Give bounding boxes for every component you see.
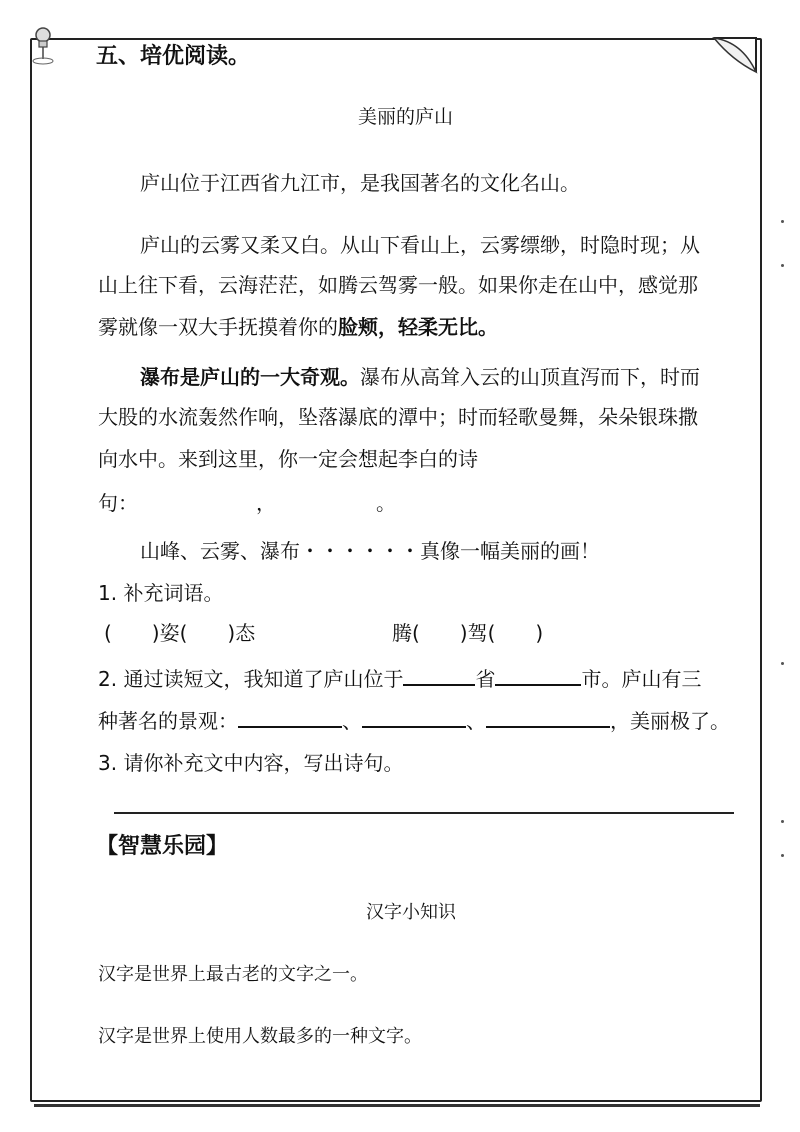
passage-text-bold: 瀑布是庐山的一大奇观。 — [140, 365, 360, 389]
folded-corner-icon — [712, 36, 762, 76]
page-frame — [30, 38, 762, 1102]
scenery-blank-1[interactable] — [238, 706, 342, 728]
wisdom-line-1: 汉字是世界上最古老的文字之一。 — [98, 964, 368, 985]
edge-mark — [781, 264, 784, 267]
question-2-text: 市。庐山有三 — [581, 667, 702, 691]
province-blank[interactable] — [403, 664, 475, 686]
question-1-item-b: 腾( )驾( ) — [392, 621, 544, 645]
passage-paragraph-3-line-2: 大股的水流轰然作响，坠落瀑底的潭中；时而轻歌曼舞，朵朵银珠撒 — [98, 405, 698, 429]
edge-mark — [781, 854, 784, 857]
section-title: 五、培优阅读。 — [96, 44, 251, 69]
wisdom-line-2: 汉字是世界上使用人数最多的一种文字。 — [98, 1026, 422, 1047]
passage-text: 瀑布从高耸入云的山顶直泻而下，时而 — [360, 365, 700, 389]
question-2-text: 、 — [342, 709, 362, 733]
passage-paragraph-3-line-4 — [98, 490, 138, 516]
question-2-text: 2. 通过读短文，我知道了庐山位于 — [98, 667, 404, 691]
passage-paragraph-2-line-1: 庐山的云雾又柔又白。从山下看山上，云雾缥缈，时隐时现；从 — [140, 233, 700, 257]
question-1-label: 1. 补充词语。 — [98, 581, 224, 605]
answer-line[interactable] — [114, 812, 734, 814]
poem-period: 。 — [376, 491, 396, 515]
edge-mark — [781, 662, 784, 665]
passage-paragraph-1: 庐山位于江西省九江市，是我国著名的文化名山。 — [140, 171, 580, 195]
question-2-line-1 — [98, 664, 701, 692]
city-blank[interactable] — [495, 664, 581, 686]
question-2-text: 、 — [466, 709, 486, 733]
edge-mark — [781, 220, 784, 223]
edge-mark — [781, 820, 784, 823]
pushpin-icon — [30, 26, 56, 66]
question-2-text: 省 — [475, 667, 496, 691]
passage-paragraph-2-line-2: 山上往下看，云海茫茫，如腾云驾雾一般。如果你走在山中，感觉那 — [98, 273, 698, 297]
wisdom-heading: 【智慧乐园】 — [96, 834, 229, 859]
passage-text: 雾就像一双大手抚摸着你的 — [98, 315, 338, 339]
passage-paragraph-4: 山峰、云雾、瀑布・・・・・・真像一幅美丽的画！ — [140, 539, 600, 563]
passage-paragraph-3-line-3: 向水中。来到这里，你一定会想起李白的诗 — [98, 447, 478, 471]
poem-comma: ， — [256, 491, 276, 515]
question-3-label: 3. 请你补充文中内容，写出诗句。 — [98, 751, 404, 775]
question-2-text: ，美丽极了。 — [610, 709, 730, 733]
scenery-blank-3[interactable] — [486, 706, 610, 728]
page-frame-shadow — [34, 1098, 760, 1107]
passage-title: 美丽的庐山 — [358, 106, 454, 128]
passage-paragraph-3-line-1 — [140, 364, 700, 390]
question-1-item-a: ( )姿( )态 — [104, 621, 256, 645]
wisdom-title: 汉字小知识 — [366, 902, 456, 923]
question-2-text: 种著名的景观： — [98, 709, 238, 733]
poem-prompt: 句： — [98, 491, 138, 515]
question-2-line-2 — [98, 706, 730, 734]
passage-paragraph-2-line-3 — [98, 314, 498, 340]
passage-text-bold: 脸颊，轻柔无比。 — [338, 315, 498, 339]
scenery-blank-2[interactable] — [362, 706, 466, 728]
